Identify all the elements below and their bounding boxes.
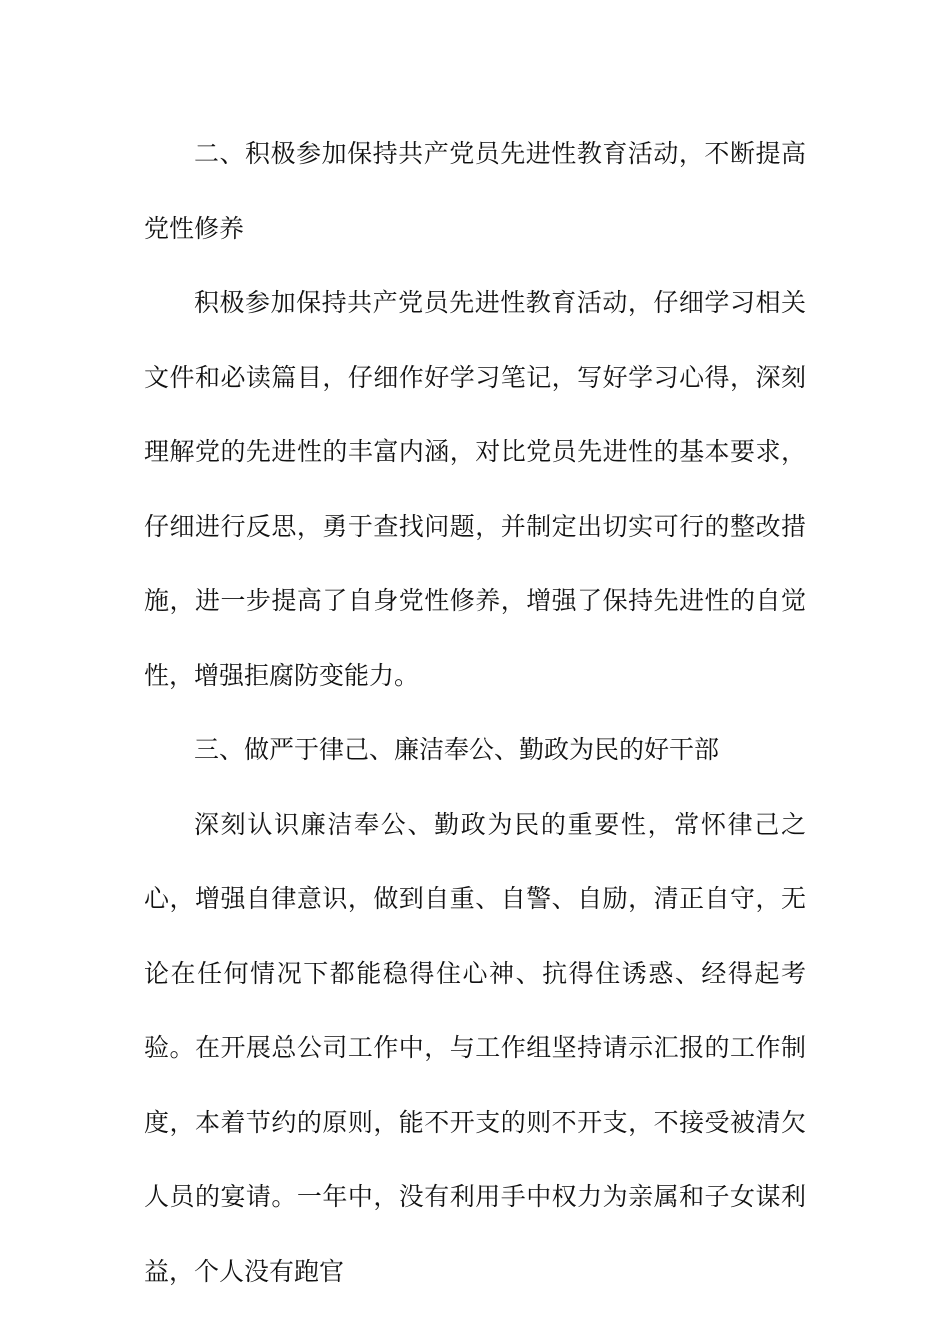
body-paragraph-2: 深刻认识廉洁奉公、勤政为民的重要性，常怀律己之心，增强自律意识，做到自重、自警、自励，清正自守，无论在任何情况下都能稳得住心神、抗得住诱惑、经得起考验。在开展总公司工作中，与工作组坚持请示汇报的工作制度，本着节约的原则，能不开支的则不开支，不接受被清欠人员的宴请。一年中，没有利用手中权力为亲属和子女谋利益，个人没有跑官	[144, 809, 806, 1286]
section-heading-2: 二、积极参加保持共产党员先进性教育活动，不断提高党性修养	[144, 139, 806, 243]
document-body	[144, 117, 806, 1309]
body-paragraph-1: 积极参加保持共产党员先进性教育活动，仔细学习相关文件和必读篇目，仔细作好学习笔记，写好学习心得，深刻理解党的先进性的丰富内涵，对比党员先进性的基本要求，仔细进行反思，勇于查找问题，并制定出切实可行的整改措施，进一步提高了自身党性修养，增强了保持先进性的自觉性，增强拒腐防变能力。	[144, 288, 806, 690]
section-heading-3: 三、做严于律己、廉洁奉公、勤政为民的好干部	[194, 735, 720, 764]
